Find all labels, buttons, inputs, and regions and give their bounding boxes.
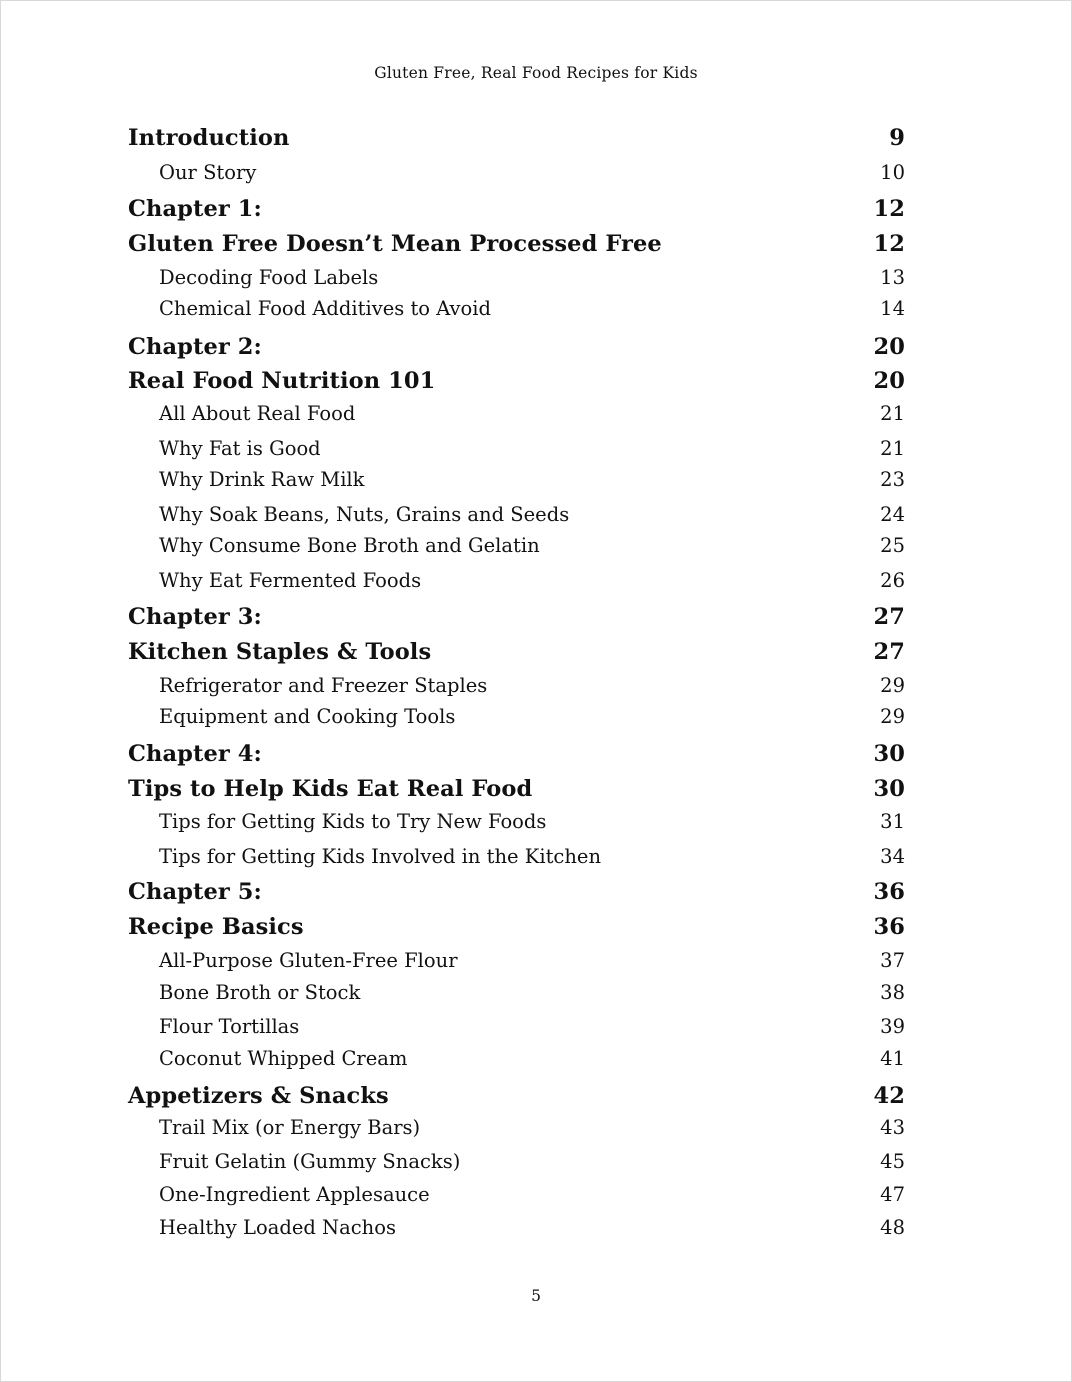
- toc-entry-title: Why Eat Fermented Foods: [159, 569, 422, 592]
- toc-heading-entry: [128, 125, 905, 151]
- toc-heading-entry: [128, 604, 905, 630]
- toc-sub-entry: [128, 161, 905, 184]
- toc-sub-entry: [128, 297, 905, 320]
- toc-entry-title: Our Story: [159, 161, 257, 184]
- toc-entry-title: Chapter 2:: [128, 334, 262, 360]
- toc-entry-title: Decoding Food Labels: [159, 266, 379, 289]
- toc-heading-entry: [128, 879, 905, 905]
- toc-entry-title: Recipe Basics: [128, 914, 304, 940]
- toc-entry-title: Refrigerator and Freezer Staples: [159, 674, 488, 697]
- toc-entry-page: 39: [880, 1015, 905, 1038]
- toc-entry-title: Trail Mix (or Energy Bars): [159, 1116, 421, 1139]
- toc-entry-title: Why Fat is Good: [159, 437, 321, 460]
- toc-entry-page: 23: [880, 468, 905, 491]
- toc-sub-entry: [128, 1183, 905, 1206]
- toc-entry-title: Coconut Whipped Cream: [159, 1047, 408, 1070]
- toc-heading-entry: [128, 334, 905, 360]
- toc-sub-entry: [128, 1216, 905, 1239]
- toc-heading-entry: [128, 914, 905, 940]
- toc-entry-page: 14: [880, 297, 905, 320]
- toc-entry-page: 12: [873, 196, 905, 222]
- toc-entry-page: 36: [873, 879, 905, 905]
- toc-entry-title: Why Drink Raw Milk: [159, 468, 365, 491]
- toc-sub-entry: [128, 534, 905, 557]
- toc-sub-entry: [128, 468, 905, 491]
- toc-entry-title: Appetizers & Snacks: [128, 1083, 389, 1109]
- toc-entry-page: 20: [873, 368, 905, 394]
- toc-sub-entry: [128, 949, 905, 972]
- toc-entry-title: Tips for Getting Kids to Try New Foods: [159, 810, 547, 833]
- toc-entry-page: 45: [880, 1150, 905, 1173]
- toc-entry-title: Chapter 5:: [128, 879, 262, 905]
- toc-entry-page: 27: [873, 639, 905, 665]
- toc-entry-title: Chapter 1:: [128, 196, 262, 222]
- toc-entry-title: Fruit Gelatin (Gummy Snacks): [159, 1150, 461, 1173]
- toc-entry-page: 43: [880, 1116, 905, 1139]
- toc-entry-page: 20: [873, 334, 905, 360]
- toc-entry-page: 25: [880, 534, 905, 557]
- toc-sub-entry: [128, 1150, 905, 1173]
- toc-entry-page: 27: [873, 604, 905, 630]
- toc-entry-page: 42: [873, 1083, 905, 1109]
- toc-entry-title: Chapter 3:: [128, 604, 262, 630]
- toc-entry-page: 36: [873, 914, 905, 940]
- toc-sub-entry: [128, 1015, 905, 1038]
- toc-entry-title: Why Consume Bone Broth and Gelatin: [159, 534, 540, 557]
- toc-entry-title: All About Real Food: [159, 402, 356, 425]
- toc-heading-entry: [128, 1083, 905, 1109]
- toc-entry-page: 21: [880, 402, 905, 425]
- toc-entry-title: Equipment and Cooking Tools: [159, 705, 456, 728]
- toc-heading-entry: [128, 776, 905, 802]
- toc-entry-title: Real Food Nutrition 101: [128, 368, 436, 394]
- toc-entry-page: 47: [880, 1183, 905, 1206]
- toc-heading-entry: [128, 639, 905, 665]
- toc-entry-page: 30: [873, 741, 905, 767]
- toc-entry-page: 30: [873, 776, 905, 802]
- toc-entry-page: 38: [880, 981, 905, 1004]
- toc-sub-entry: [128, 402, 905, 425]
- toc-entry-title: Chapter 4:: [128, 741, 262, 767]
- toc-entry-page: 13: [880, 266, 905, 289]
- toc-sub-entry: [128, 705, 905, 728]
- toc-entry-title: Why Soak Beans, Nuts, Grains and Seeds: [159, 503, 570, 526]
- toc-entry-title: Chemical Food Additives to Avoid: [159, 297, 492, 320]
- running-header: Gluten Free, Real Food Recipes for Kids: [374, 64, 698, 82]
- toc-entry-title: Tips for Getting Kids Involved in the Kitchen: [159, 845, 602, 868]
- toc-entry-page: 29: [880, 705, 905, 728]
- toc-entry-page: 10: [880, 161, 905, 184]
- toc-entry-title: Flour Tortillas: [159, 1015, 300, 1038]
- toc-entry-page: 37: [880, 949, 905, 972]
- toc-sub-entry: [128, 674, 905, 697]
- toc-entry-page: 41: [880, 1047, 905, 1070]
- toc-entry-page: 24: [880, 503, 905, 526]
- toc-sub-entry: [128, 437, 905, 460]
- toc-heading-entry: [128, 741, 905, 767]
- page-number: 5: [531, 1287, 541, 1305]
- toc-sub-entry: [128, 266, 905, 289]
- toc-sub-entry: [128, 845, 905, 868]
- toc-entry-page: 29: [880, 674, 905, 697]
- toc-entry-page: 26: [880, 569, 905, 592]
- toc-sub-entry: [128, 503, 905, 526]
- toc-entry-title: Gluten Free Doesn’t Mean Processed Free: [128, 231, 662, 257]
- toc-sub-entry: [128, 1116, 905, 1139]
- toc-entry-page: 31: [880, 810, 905, 833]
- toc-entry-page: 12: [873, 231, 905, 257]
- toc-entry-page: 9: [889, 125, 905, 151]
- toc-sub-entry: [128, 981, 905, 1004]
- toc-heading-entry: [128, 231, 905, 257]
- toc-entry-title: One-Ingredient Applesauce: [159, 1183, 430, 1206]
- toc-entry-page: 21: [880, 437, 905, 460]
- toc-entry-page: 34: [880, 845, 905, 868]
- toc-entry-title: All-Purpose Gluten-Free Flour: [159, 949, 458, 972]
- toc-entry-title: Tips to Help Kids Eat Real Food: [128, 776, 533, 802]
- toc-heading-entry: [128, 196, 905, 222]
- toc-heading-entry: [128, 368, 905, 394]
- toc-sub-entry: [128, 569, 905, 592]
- toc-sub-entry: [128, 1047, 905, 1070]
- toc-entry-title: Kitchen Staples & Tools: [128, 639, 432, 665]
- toc-entry-title: Bone Broth or Stock: [159, 981, 361, 1004]
- toc-entry-page: 48: [880, 1216, 905, 1239]
- toc-entry-title: Healthy Loaded Nachos: [159, 1216, 396, 1239]
- toc-entry-title: Introduction: [128, 125, 290, 151]
- toc-sub-entry: [128, 810, 905, 833]
